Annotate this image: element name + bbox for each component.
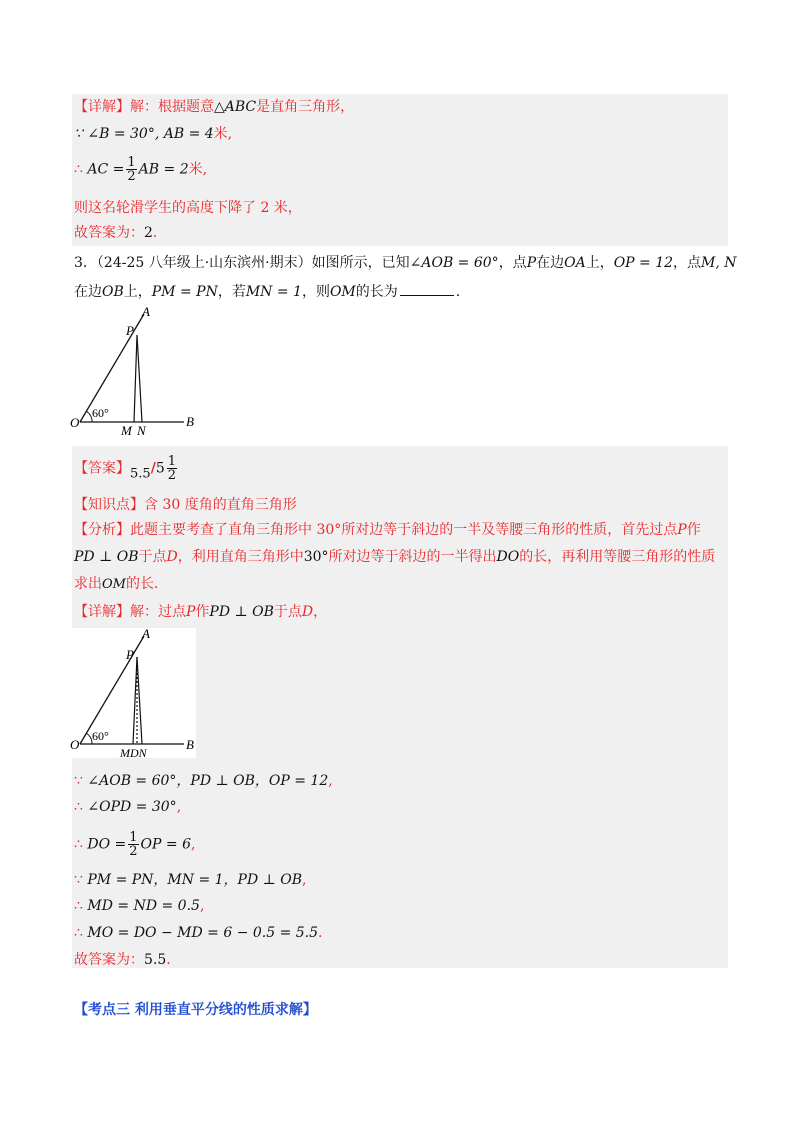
knowledge-line: 【知识点】含 30 度角的直角三角形 <box>74 497 297 513</box>
step-3: ∴ DO = $\frac{1}{2}$ OP = 6, <box>74 830 196 859</box>
figure-1-diagram <box>64 302 204 438</box>
step-1: ∵ ∠AOB = 60°，PD ⊥ OB，OP = 12, <box>74 773 333 789</box>
segment-pn-2 <box>137 657 142 744</box>
step-7: 故答案为：5.5. <box>74 952 171 968</box>
detail-tag: 【详解】 <box>74 99 130 115</box>
answer-line: 【答案】5.5/5 $\frac{1}{2}$ <box>74 454 177 483</box>
segment-pm-2 <box>133 657 137 744</box>
step-5: ∴ MD = ND = 0.5, <box>74 898 205 914</box>
top-line-2: ∵ ∠B = 30°, AB = 4米, <box>74 126 233 142</box>
analysis-line-2: PD ⊥ OB于点D，利用直角三角形中30°所对边等于斜边的一半得出DO的长，再利用等腰三角形的性质 <box>74 549 716 565</box>
step-4: ∵ PM = PN，MN = 1，PD ⊥ OB, <box>74 872 307 888</box>
figure-2-diagram <box>64 624 204 760</box>
answer-blank <box>400 281 454 296</box>
analysis-line-1: 【分析】此题主要考查了直角三角形中 30°所对边等于斜边的一半及等腰三角形的性质，首先过点P作 <box>74 522 701 538</box>
label-a: A <box>142 304 150 319</box>
label-p-2: P <box>126 647 134 662</box>
answer-fraction: $\frac{1}{2}$ <box>167 454 177 483</box>
top-line-3: ∴ AC = $\frac{1}{2}$ AB = 2米, <box>74 155 208 184</box>
step-6: ∴ MO = DO − MD = 6 − 0.5 = 5.5. <box>74 925 323 941</box>
ray-oa-2 <box>80 636 144 744</box>
label-o: O <box>70 415 80 430</box>
fraction-half: $\frac{1}{2}$ <box>127 155 136 184</box>
label-m: M <box>121 423 132 438</box>
label-angle: 60° <box>92 406 109 420</box>
section-heading: 【考点三 利用垂直平分线的性质求解】 <box>74 1002 317 1018</box>
label-o-2: O <box>70 737 80 752</box>
segment-pn <box>137 335 142 422</box>
label-n: N <box>137 423 146 438</box>
label-b: B <box>186 414 194 429</box>
question-line-1: 3．（24-25 八年级上·山东滨州·期末）如图所示，已知∠AOB = 60°，点P在边OA上，OP = 12，点M, N <box>74 255 737 271</box>
step-2: ∴ ∠OPD = 30°, <box>74 799 182 815</box>
label-a-2: A <box>142 626 150 641</box>
top-line-5: 故答案为：2. <box>74 225 158 241</box>
label-mdn: MDN <box>120 746 147 760</box>
top-line-1: 【详解】解：根据题意△ABC是直角三角形， <box>74 99 355 115</box>
label-p: P <box>126 323 134 338</box>
top-line-4: 则这名轮滑学生的高度下降了 2 米， <box>74 200 302 216</box>
question-line-2: 在边OB上，PM = PN，若MN = 1，则OM的长为 . <box>74 281 460 301</box>
analysis-line-3: 求出OM的长． <box>74 576 168 592</box>
segment-pm <box>134 335 137 422</box>
step-3-fraction: $\frac{1}{2}$ <box>129 830 138 859</box>
detail-line: 【详解】解：过点P作PD ⊥ OB于点D， <box>74 604 328 620</box>
label-b-2: B <box>186 737 194 752</box>
label-angle-2: 60° <box>92 729 109 743</box>
